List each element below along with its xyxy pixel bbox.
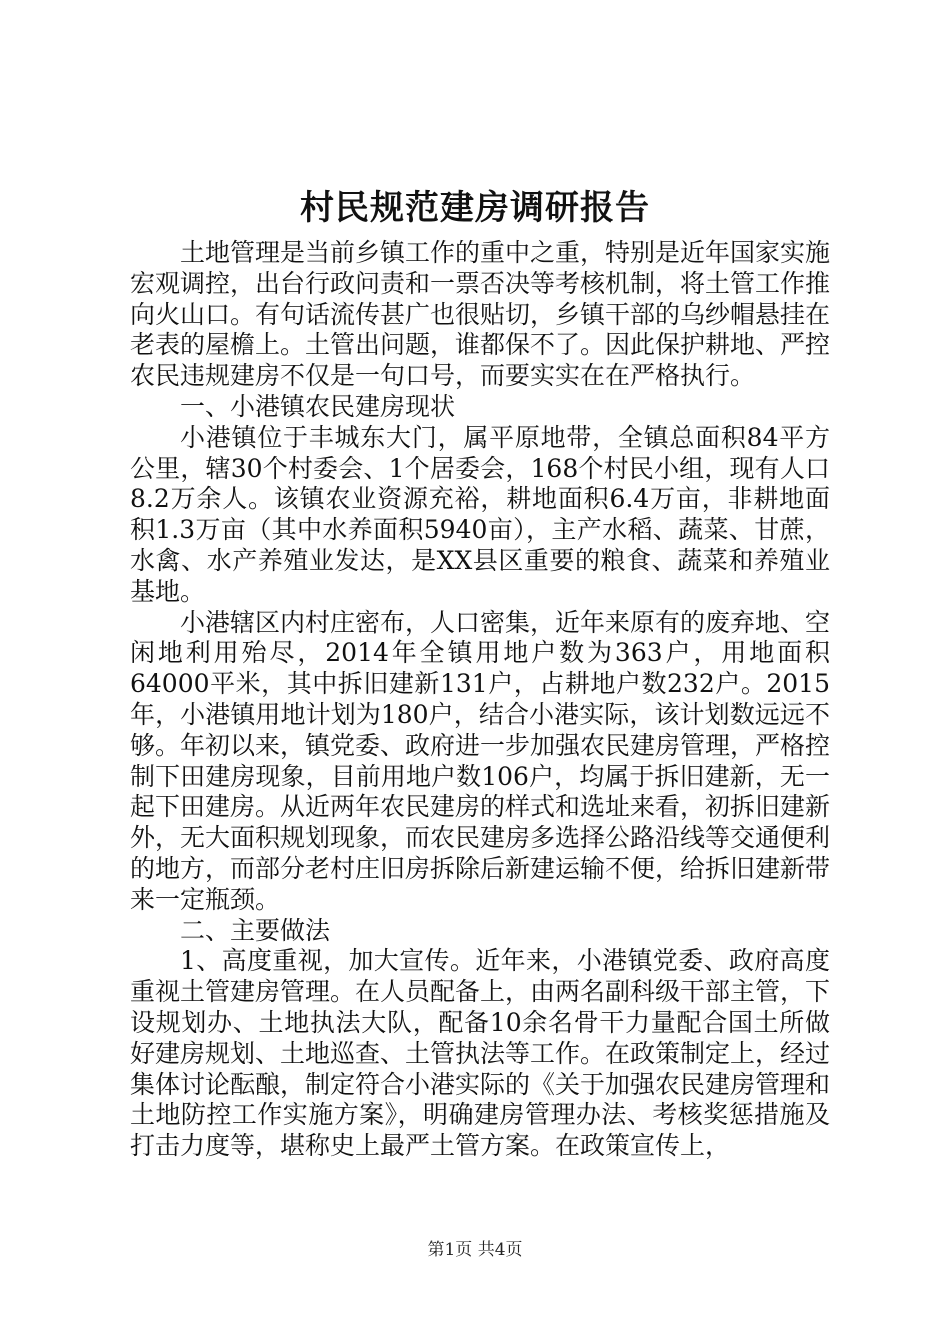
paragraph-town-overview: 小港镇位于丰城东大门，属平原地带，全镇总面积84平方公里，辖30个村委会、1个居委会，168个村民小组，现有人口8.2万余人。该镇农业资源充裕，耕地面积6.4万亩，非耕地面积1.3万亩（其中水养面积5940亩），主产水稻、蔬菜、甘蔗，水禽、水产养殖业发达，是XX县区重要的粮食、蔬菜和养殖业基地。 (130, 422, 830, 606)
page-footer: 第1页 共4页 (427, 1240, 523, 1260)
paragraph-measures-1: 1、高度重视，加大宣传。近年来，小港镇党委、政府高度重视土管建房管理。在人员配备上，由两名副科级干部主管，下设规划办、土地执法大队，配备10余名骨干力量配合国土所做好建房规划、土地巡查、土管执法等工作。在政策制定上，经过集体讨论酝酿，制定符合小港实际的《关于加强农民建房管理和土地防控工作实施方案》，明确建房管理办法、考核奖惩措施及打击力度等，堪称史上最严土管方案。在政策宣传上， (130, 946, 831, 1161)
section-heading-2: 二、主要做法 (180, 915, 331, 945)
section-heading-1: 一、小港镇农民建房现状 (180, 391, 456, 421)
paragraph-intro: 土地管理是当前乡镇工作的重中之重，特别是近年国家实施宏观调控，出台行政问责和一票否决等考核机制，将土管工作推向火山口。有句话流传甚广也很贴切，乡镇干部的乌纱帽悬挂在老表的屋檐上。土管出问题，谁都保不了。因此保护耕地、严控农民违规建房不仅是一句口号，而要实实在在严格执行。 (130, 238, 831, 391)
paragraph-land-use: 小港辖区内村庄密布，人口密集，近年来原有的废弃地、空闲地利用殆尽，2014年全镇用地户数为363户，用地面积64000平米，其中拆旧建新131户，占耕地户数232户。2015年，小港镇用地计划为180户，结合小港实际，该计划数远远不够。年初以来，镇党委、政府进一步加强农民建房管理，严格控制下田建房现象，目前用地户数106户，均属于拆旧建新，无一起下田建房。从近两年农民建房的样式和选址来看，初拆旧建新外，无大面积规划现象，而农民建房多选择公路沿线等交通便利的地方，而部分老村庄旧房拆除后新建运输不便，给拆旧建新带来一定瓶颈。 (130, 607, 831, 914)
document-body (130, 238, 830, 1162)
document-title: 村民规范建房调研报告 (300, 188, 650, 228)
